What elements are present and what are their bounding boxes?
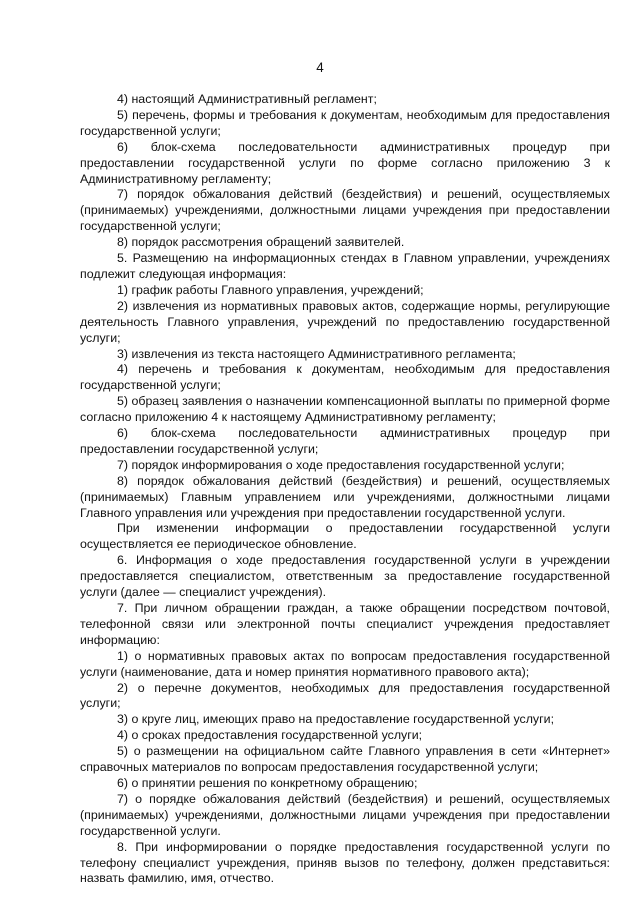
paragraph-5-8-appeal-procedure: 8) порядок обжалования действий (бездействия) и решений, осуществляемых (принимаемых) Главным управлением или учреждениями, должностными лицами Главного управления или учреждения при предоставлении государственной услуги. xyxy=(80,473,610,520)
paragraph-5-7-informing-procedure: 7) порядок информирования о ходе предоставления государственной услуги; xyxy=(117,457,565,472)
paragraph-6-flowchart: 6) блок-схема последовательности административных процедур при предоставлении государственной услуги по форме согласно приложению 3 к Административному регламенту; xyxy=(80,139,610,186)
paragraph-section-5: 5. Размещению на информационных стендах в Главном управлении, учреждениях подлежит следующая информация: xyxy=(80,251,610,281)
paragraph-5-2-legal-extracts: 2) извлечения из нормативных правовых актов, содержащие нормы, регулирующие деятельность Главного управления, учреждений по предоставлению государственной услуги; xyxy=(80,298,610,345)
paragraph-7-appeal-procedure: 7) порядок обжалования действий (бездействия) и решений, осуществляемых (принимаемых) учреждениями, должностными лицами учреждения при предоставлении государственной услуги; xyxy=(80,187,610,234)
paragraph-7-6-decision: 6) о принятии решения по конкретному обращению; xyxy=(117,775,418,790)
paragraph-section-6: 6. Информация о ходе предоставления государственной услуги в учреждении предоставляется специалистом, ответственным за предоставление государственной услуги (далее — специалист учреждения). xyxy=(80,553,610,600)
paragraph-5-documents-list: 5) перечень, формы и требования к документам, необходимым для предоставления государственной услуги; xyxy=(80,107,610,138)
paragraph-5-5-application-sample: 5) образец заявления о назначении компенсационной выплаты по примерной форме согласно приложению 4 к настоящему Административному регламенту; xyxy=(80,394,610,425)
paragraph-section-7: 7. При личном обращении граждан, а также обращении посредством почтовой, телефонной связи или электронной почты специалист учреждения предоставляет информацию: xyxy=(80,601,610,647)
paragraph-5-6-flowchart: 6) блок-схема последовательности административных процедур при предоставлении государственной услуги; xyxy=(80,426,610,456)
paragraph-7-2-document-list: 2) о перечне документов, необходимых для предоставления государственной услуги; xyxy=(80,680,610,711)
paragraph-8-review-procedure: 8) порядок рассмотрения обращений заявителей. xyxy=(117,235,405,250)
paragraph-7-1-legal-acts: 1) о нормативных правовых актах по вопросам предоставления государственной услуги (наименование, дата и номер принятия нормативного правового акта); xyxy=(80,648,610,679)
page-number: 4 xyxy=(316,60,324,75)
paragraph-update-note: При изменении информации о предоставлении государственной услуги осуществляется ее периодическое обновление. xyxy=(80,521,610,552)
paragraph-4-regulation: 4) настоящий Административный регламент; xyxy=(117,92,377,106)
paragraph-7-7-appeal-procedure: 7) о порядке обжалования действий (бездействия) и решений, осуществляемых (принимаемых) учреждениями, должностными лицами учреждения при предоставлении государственной услуги. xyxy=(80,791,610,838)
document-body xyxy=(80,92,610,887)
paragraph-5-1-schedule: 1) график работы Главного управления, учреждений; xyxy=(117,282,424,297)
paragraph-5-3-regulation-extracts: 3) извлечения из текста настоящего Административного регламента; xyxy=(117,346,516,361)
paragraph-section-8: 8. При информировании о порядке предоставления государственной услуги по телефону специалист учреждения, приняв вызов по телефону, должен представиться: назвать фамилию, имя, отчество. xyxy=(80,839,610,886)
paragraph-7-4-deadlines: 4) о сроках предоставления государственной услуги; xyxy=(117,728,423,743)
paragraph-7-5-website: 5) о размещении на официальном сайте Главного управления в сети «Интернет» справочных материалов по вопросам предоставления государственной услуги; xyxy=(80,744,610,775)
paragraph-5-4-document-requirements: 4) перечень и требования к документам, необходимым для предоставления государственной услуги; xyxy=(80,362,610,393)
paragraph-7-3-eligible-persons: 3) о круге лиц, имеющих право на предоставление государственной услуги; xyxy=(117,712,555,727)
